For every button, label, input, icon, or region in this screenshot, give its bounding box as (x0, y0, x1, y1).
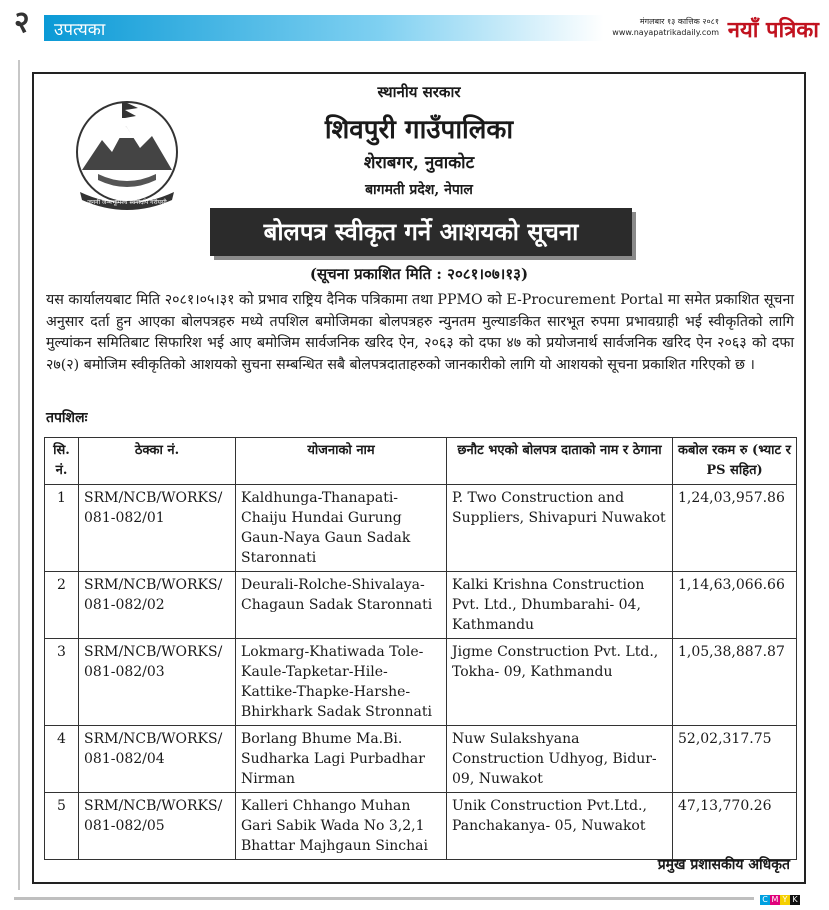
cmyk-marks (760, 895, 800, 905)
issue-date: मंगलबार १३ कात्तिक २०८१ (639, 17, 719, 26)
cell-project-name: Kalleri Chhango Muhan Gari Sabik Wada No 3,2,1 Bhattar Majhgaun Sinchai (236, 793, 447, 860)
table-header-row (45, 438, 797, 485)
footer-rule (14, 897, 754, 900)
notice-body: यस कार्यालयबाट मिति २०८१।०५।३१ को प्रभाव राष्ट्रिय दैनिक पत्रिकामा तथा PPMO को E-Procurement Portal मा समेत प्रकाशित सूचना अनुसार दर्ता हुन आएका बोलपत्रहरु मध्ये तपशिल बमोजिमका बोलपत्रहरु न्युनतम मुल्याङकित सारभूत रुपमा प्रभावग्राही भई स्वीकृतिको लागि मुल्यांकन समितिबाट सिफारिश भई आए बमोजिम सार्वजनिक खरिद ऐन, २०६३ को दफा ४७ को प्रयोजनार्थ सार्वजनिक खरिद ऐन २०६३ को दफा २७(२) बमोजिम स्वीकृतिको आशयको सुचना सम्बन्धित सबै बोलपत्रदाताहरुको जानकारीको लागि यो आशयको सूचना प्रकाशित गरिएको छ । (46, 292, 794, 373)
cell-amount: 1,05,38,887.87 (673, 639, 797, 726)
header-sn: सि. नं. (45, 438, 79, 485)
header-location: शेराबगर, नुवाकोट (363, 153, 475, 173)
cell-amount: 52,02,317.75 (673, 726, 797, 793)
table-row (45, 572, 797, 639)
cell-bidder: Kalki Krishna Construction Pvt. Ltd., Dhumbarahi- 04, Kathmandu (447, 572, 673, 639)
signature-title: प्रमुख प्रशासकीय अधिकृत (657, 857, 790, 873)
cell-bidder: Jigme Construction Pvt. Ltd., Tokha- 09, Kathmandu (447, 639, 673, 726)
section-title: उपत्यका (54, 20, 106, 40)
cell-sn: 2 (45, 572, 79, 639)
header-bidder: छनौट भएको बोलपत्र दाताको नाम र ठेगाना (447, 438, 673, 485)
table-row (45, 726, 797, 793)
cell-amount: 1,14,63,066.66 (673, 572, 797, 639)
header-province: बागमती प्रदेश, नेपाल (365, 182, 473, 198)
cmyk-yellow: Y (780, 895, 790, 905)
newspaper-name: नयाँ पत्रिका (727, 18, 819, 43)
cell-sn: 4 (45, 726, 79, 793)
cell-contract-no: SRM/NCB/WORKS/ 081-082/05 (79, 793, 236, 860)
cell-project-name: Deurali-Rolche-Shivalaya-Chagaun Sadak Staronnati (236, 572, 447, 639)
cell-bidder: Nuw Sulakshyana Construction Udhyog, Bidur- 09, Nuwakot (447, 726, 673, 793)
cell-contract-no: SRM/NCB/WORKS/ 081-082/04 (79, 726, 236, 793)
table-row (45, 485, 797, 572)
cell-sn: 3 (45, 639, 79, 726)
table-row (45, 793, 797, 860)
table-row (45, 639, 797, 726)
cell-project-name: Lokmarg-Khatiwada Tole-Kaule-Tapketar-Hile-Kattike-Thapke-Harshe-Bhirkhark Sadak Stronnati (236, 639, 447, 726)
header-amount: कबोल रकम रु (भ्याट र PS सहित) (673, 438, 797, 485)
header-contract-no: ठेक्का नं. (79, 438, 236, 485)
website-link[interactable]: www.nayapatrikadaily.com (612, 28, 719, 37)
notice-title-box (210, 208, 632, 256)
cell-bidder: P. Two Construction and Suppliers, Shivapuri Nuwakot (447, 485, 673, 572)
header-municipality-name: शिवपुरी गाउँपालिका (324, 115, 514, 145)
cell-amount: 1,24,03,957.86 (673, 485, 797, 572)
cell-bidder: Unik Construction Pvt.Ltd., Panchakanya- 05, Nuwakot (447, 793, 673, 860)
notice-title: बोलपत्र स्वीकृत गर्ने आशयको सूचना (263, 217, 579, 246)
cmyk-black: K (790, 895, 800, 905)
header-local-government: स्थानीय सरकार (377, 83, 461, 101)
details-label: तपशिलः (46, 410, 88, 426)
issue-info (612, 16, 719, 38)
cell-contract-no: SRM/NCB/WORKS/ 081-082/01 (79, 485, 236, 572)
section-bar (44, 15, 604, 41)
tender-table (44, 437, 797, 860)
cell-contract-no: SRM/NCB/WORKS/ 081-082/02 (79, 572, 236, 639)
published-date: (सूचना प्रकाशित मिति : २०८१।०७।१३) (309, 265, 529, 283)
newspaper-header (0, 0, 829, 46)
emblem-motto: जननी जन्मभूमिश्च स्वर्गादपि गरीयसी (87, 199, 167, 206)
cell-sn: 5 (45, 793, 79, 860)
page-margin-rule (18, 60, 20, 890)
page-number: २ (14, 5, 30, 40)
tender-notice (32, 72, 806, 884)
cell-sn: 1 (45, 485, 79, 572)
header-project-name: योजनाको नाम (236, 438, 447, 485)
cell-project-name: Borlang Bhume Ma.Bi. Sudharka Lagi Purbadhar Nirman (236, 726, 447, 793)
cmyk-cyan: C (760, 895, 770, 905)
cmyk-magenta: M (771, 895, 779, 904)
cell-contract-no: SRM/NCB/WORKS/ 081-082/03 (79, 639, 236, 726)
cell-project-name: Kaldhunga-Thanapati-Chaiju Hundai Gurung Gaun-Naya Gaun Sadak Staronnati (236, 485, 447, 572)
cell-amount: 47,13,770.26 (673, 793, 797, 860)
